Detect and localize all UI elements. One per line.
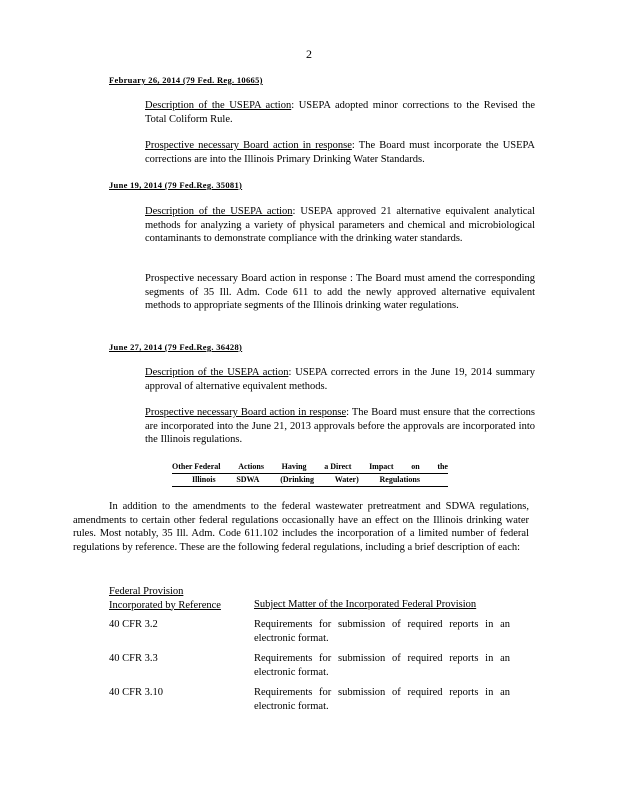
- description-text: : USEPA adopted minor corrections to the Revised the Total Coliform Rule.: [145, 100, 536, 125]
- section-header-line2: [172, 474, 448, 487]
- header-word: Actions: [238, 462, 264, 471]
- subject-cell: Requirements for submission of required reports in an electronic format.: [254, 687, 510, 712]
- header-word: the: [437, 462, 448, 471]
- header-word: Regulations: [379, 475, 420, 484]
- description-label: Description of the USEPA action: [145, 367, 289, 378]
- table-col2-header: [254, 598, 476, 612]
- header-word: Water): [334, 475, 359, 484]
- description-text: : USEPA corrected errors in the June 19, 2014 summary approval of alternative equivalent methods.: [145, 367, 535, 392]
- prospective-label: Prospective necessary Board action in response: [145, 140, 352, 151]
- action-header: February 26, 2014 (79 Fed. Reg. 10665): [109, 75, 263, 85]
- col1-header-line1: Federal Provision: [109, 586, 184, 597]
- header-word: Having: [281, 462, 307, 471]
- provision-cell: 40 CFR 3.3: [109, 653, 158, 664]
- header-word: Other Federal: [172, 462, 221, 471]
- prospective-text: : The Board must ensure that the corrections are incorporated into the June 21, 2013 approvals before the approvals are incorporated into the Illinois regulations.: [145, 407, 535, 446]
- subject-cell: Requirements for submission of required reports in an electronic format.: [254, 619, 510, 644]
- action-header: June 27, 2014 (79 Fed.Reg. 36428): [109, 342, 243, 352]
- header-word: (Drinking: [280, 475, 314, 484]
- action-description: [145, 205, 535, 246]
- header-word: Illinois: [192, 475, 216, 484]
- action-description: [145, 366, 535, 393]
- prospective-text: Prospective necessary Board action in response : The Board must amend the corresponding segments of 35 Ill. Adm. Code 611 to add the newly approved alternative equivalent methods to appropriate segments of the Illinois drinking water regulations.: [145, 273, 535, 312]
- table-col1-header: [109, 585, 221, 612]
- action-header: June 19, 2014 (79 Fed.Reg. 35081): [109, 180, 243, 190]
- section-header: [172, 461, 448, 487]
- prospective-text: : The Board must incorporate the USEPA corrections are into the Illinois Primary Drinking Water Standards.: [145, 140, 535, 165]
- action-prospective: [145, 139, 535, 166]
- description-label: Description of the USEPA action: [145, 100, 292, 111]
- action-prospective: [145, 272, 535, 313]
- provision-cell: 40 CFR 3.2: [109, 619, 158, 630]
- header-word: SDWA: [236, 475, 260, 484]
- prospective-label: Prospective necessary Board action in response: [145, 407, 347, 418]
- header-word: Impact: [369, 462, 394, 471]
- action-prospective: [145, 406, 535, 447]
- page-number: 2: [306, 47, 312, 61]
- section-header-line1: [172, 461, 448, 474]
- col2-header-text: Subject Matter of the Incorporated Federal Provision: [254, 599, 477, 610]
- col1-header-line2: Incorporated by Reference: [109, 599, 221, 611]
- action-description: [145, 99, 535, 126]
- subject-cell: Requirements for submission of required reports in an electronic format.: [254, 653, 510, 678]
- header-word: on: [411, 462, 420, 471]
- body-paragraph: In addition to the amendments to the federal wastewater pretreatment and SDWA regulations, amendments to certain other federal regulations occasionally have an effect on the Illinois drinking water rules. Most notably, 35 Ill. Adm. Code 611.102 includes the incorporation of a limited number of federal regulations by reference. These are the following federal regulations, including a brief description of each:: [73, 501, 529, 553]
- description-label: Description of the USEPA action: [145, 206, 293, 217]
- provision-cell: 40 CFR 3.10: [109, 687, 163, 698]
- header-word: a Direct: [324, 462, 352, 471]
- description-text: : USEPA approved 21 alternative equivalent analytical methods for analyzing a variety of physical parameters and chemical and microbiological contaminants to demonstrate compliance with the drinking water standards.: [145, 206, 535, 245]
